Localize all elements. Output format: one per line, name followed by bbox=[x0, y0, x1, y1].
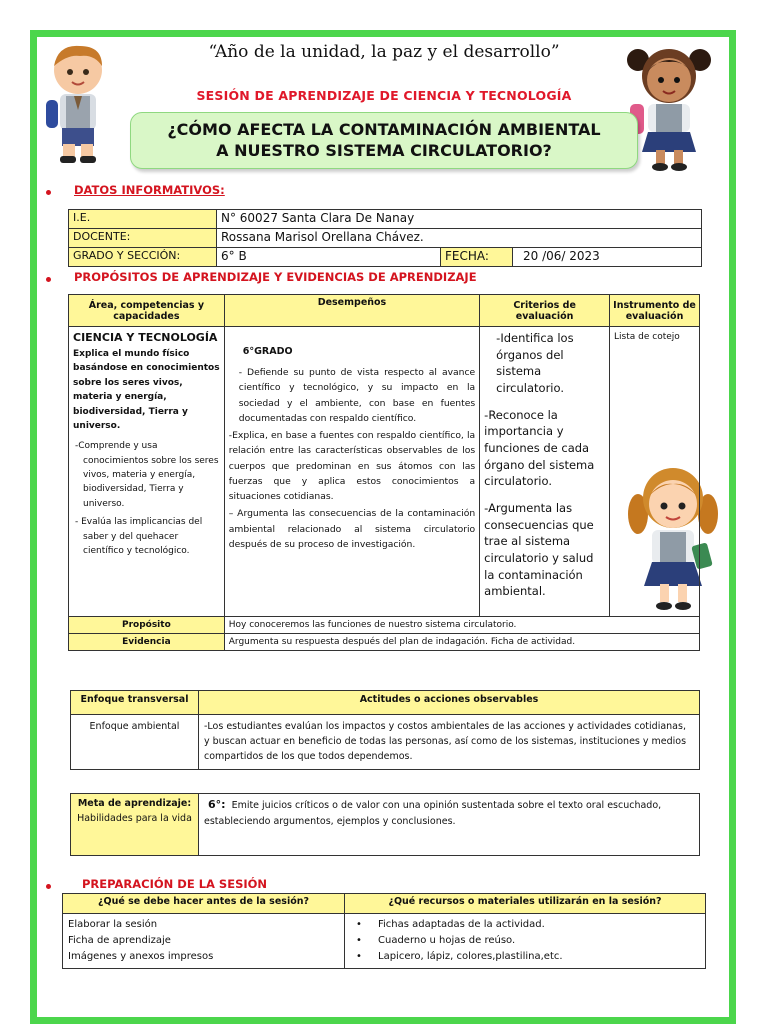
col-desempenos: Desempeños bbox=[224, 295, 479, 327]
enfoque-text: -Los estudiantes evalúan los impactos y costos ambientales de las acciones y actividades cotidianas, y buscan actuar en beneficio de todas las personas, así como de los sistemas, instituciones y medios compartidos de los que todos dependemos. bbox=[199, 715, 700, 770]
criterio-item: -Identifica los órganos del sistema circulatorio. bbox=[496, 331, 574, 396]
title-box bbox=[130, 112, 638, 169]
col-enfoque: Enfoque transversal bbox=[71, 691, 199, 715]
session-title: ¿CÓMO AFECTA LA CONTAMINACIÓN AMBIENTAL A NUESTRO SISTEMA CIRCULATORIO? bbox=[167, 119, 601, 160]
recursos-cell bbox=[345, 914, 706, 969]
ie-value: N° 60027 Santa Clara De Nanay bbox=[217, 210, 702, 229]
capacidad-item: - Evalúa las implicancias del saber y del quehacer científico y tecnológico. bbox=[75, 517, 203, 557]
grado-value: 6° B bbox=[217, 248, 441, 267]
meta-sublabel: Habilidades para la vida bbox=[77, 813, 192, 825]
fecha-value: 20 /06/ 2023 bbox=[513, 248, 702, 267]
meta-table bbox=[70, 793, 700, 856]
col-area: Área, competencias y capacidades bbox=[69, 295, 225, 327]
meta-text: Emite juicios críticos o de valor con una opinión sustentada sobre el texto oral escuchado, estableciendo argumentos, ejemplos y conclusiones. bbox=[204, 800, 662, 827]
list-item: Imágenes y anexos impresos bbox=[68, 951, 214, 962]
col-instrumento: Instrumento de evaluación bbox=[610, 295, 700, 327]
antes-cell bbox=[63, 914, 345, 969]
table-header-row bbox=[71, 691, 700, 715]
area-competencia: Explica el mundo físico basándose en conocimientos sobre los seres vivos, materia y energía, biodiversidad, Tierra y universo. bbox=[73, 348, 220, 431]
list-item: • Cuaderno u hojas de reúso. bbox=[350, 933, 700, 949]
table-row bbox=[71, 794, 700, 856]
list-item: Elaborar la sesión bbox=[68, 919, 158, 930]
table-row bbox=[69, 229, 702, 248]
col-criterios: Criterios de evaluación bbox=[480, 295, 610, 327]
ie-label: I.E. bbox=[69, 210, 217, 229]
instrumento-cell: Lista de cotejo bbox=[610, 327, 700, 617]
criterios-cell bbox=[480, 327, 610, 617]
propositos-table bbox=[68, 294, 700, 651]
recursos-list bbox=[350, 917, 700, 965]
area-capacidades bbox=[73, 439, 220, 558]
table-row bbox=[69, 617, 700, 634]
table-row bbox=[69, 210, 702, 229]
desempeno-item: – Argumenta las consecuencias de la contaminación ambiental relacionado al sistema circulatorio después de su proceso de investigación. bbox=[228, 508, 476, 550]
preparacion-table bbox=[62, 893, 706, 969]
meta-label-cell bbox=[71, 794, 199, 856]
datos-heading: DATOS INFORMATIVOS: bbox=[74, 183, 225, 197]
proposito-value: Hoy conoceremos las funciones de nuestro sistema circulatorio. bbox=[224, 617, 699, 634]
bullet-icon bbox=[46, 190, 51, 195]
criterio-item: -Reconoce la importancia y funciones de cada órgano del sistema circulatorio. bbox=[484, 407, 595, 489]
bullet-icon bbox=[46, 277, 51, 282]
grado-label: 6°GRADO bbox=[242, 346, 293, 357]
desempenos-cell bbox=[224, 327, 479, 617]
table-row bbox=[63, 914, 706, 969]
enfoque-name: Enfoque ambiental bbox=[71, 715, 199, 770]
desempeno-item: -Explica, en base a fuentes con respaldo científico, la relación entre las características observables de los cuerpos que predominan en sus átomos con las fuerzas que y aplica estos conocimientos a situaciones cotidianas. bbox=[228, 430, 476, 503]
list-item: Ficha de aprendizaje bbox=[68, 935, 171, 946]
table-row bbox=[69, 327, 700, 617]
area-cell bbox=[69, 327, 225, 617]
list-item: • Fichas adaptadas de la actividad. bbox=[350, 917, 700, 933]
docente-value: Rossana Marisol Orellana Chávez. bbox=[217, 229, 702, 248]
meta-label: Meta de aprendizaje: bbox=[77, 798, 192, 809]
evidencia-value: Argumenta su respuesta después del plan de indagación. Ficha de actividad. bbox=[224, 634, 699, 651]
list-item: • Lapicero, lápiz, colores,plastilina,etc. bbox=[350, 949, 700, 965]
year-motto: “Año de la unidad, la paz y el desarrollo” bbox=[208, 42, 560, 62]
docente-label: DOCENTE: bbox=[69, 229, 217, 248]
capacidad-item: -Comprende y usa conocimientos sobre los seres vivos, materia y energía, biodiversidad, Tierra y universo. bbox=[75, 441, 219, 509]
bullet-icon bbox=[46, 884, 51, 889]
area-title: CIENCIA Y TECNOLOGÍA bbox=[73, 331, 218, 344]
col-antes: ¿Qué se debe hacer antes de la sesión? bbox=[63, 894, 345, 914]
proposito-label: Propósito bbox=[69, 617, 225, 634]
desempeno-item: - Defiende su punto de vista respecto al avance científico y tecnológico, y su impacto en la sociedad y el ambiente, con base en fuentes documentadas con respaldo científico. bbox=[238, 367, 476, 424]
table-row bbox=[69, 634, 700, 651]
datos-table bbox=[68, 209, 702, 267]
enfoque-table bbox=[70, 690, 700, 770]
evidencia-label: Evidencia bbox=[69, 634, 225, 651]
criterio-item: -Argumenta las consecuencias que trae al sistema circulatorio y salud la contaminación ambiental. bbox=[484, 501, 594, 599]
meta-text-cell bbox=[199, 794, 700, 856]
propositos-heading: PROPÓSITOS DE APRENDIZAJE Y EVIDENCIAS DE APRENDIZAJE bbox=[74, 270, 477, 284]
grado-label: GRADO Y SECCIÓN: bbox=[69, 248, 217, 267]
table-row bbox=[69, 248, 702, 267]
col-actitudes: Actitudes o acciones observables bbox=[199, 691, 700, 715]
session-subtitle: SESIÓN DE APRENDIZAJE DE CIENCIA Y TECNOLOGÍA bbox=[196, 88, 572, 103]
table-header-row bbox=[63, 894, 706, 914]
table-row bbox=[71, 715, 700, 770]
col-recursos: ¿Qué recursos o materiales utilizarán en la sesión? bbox=[345, 894, 706, 914]
table-header-row bbox=[69, 295, 700, 327]
fecha-label: FECHA: bbox=[441, 248, 513, 267]
meta-grade: 6°: bbox=[208, 798, 226, 811]
preparacion-heading: PREPARACIÓN DE LA SESIÓN bbox=[82, 877, 268, 891]
